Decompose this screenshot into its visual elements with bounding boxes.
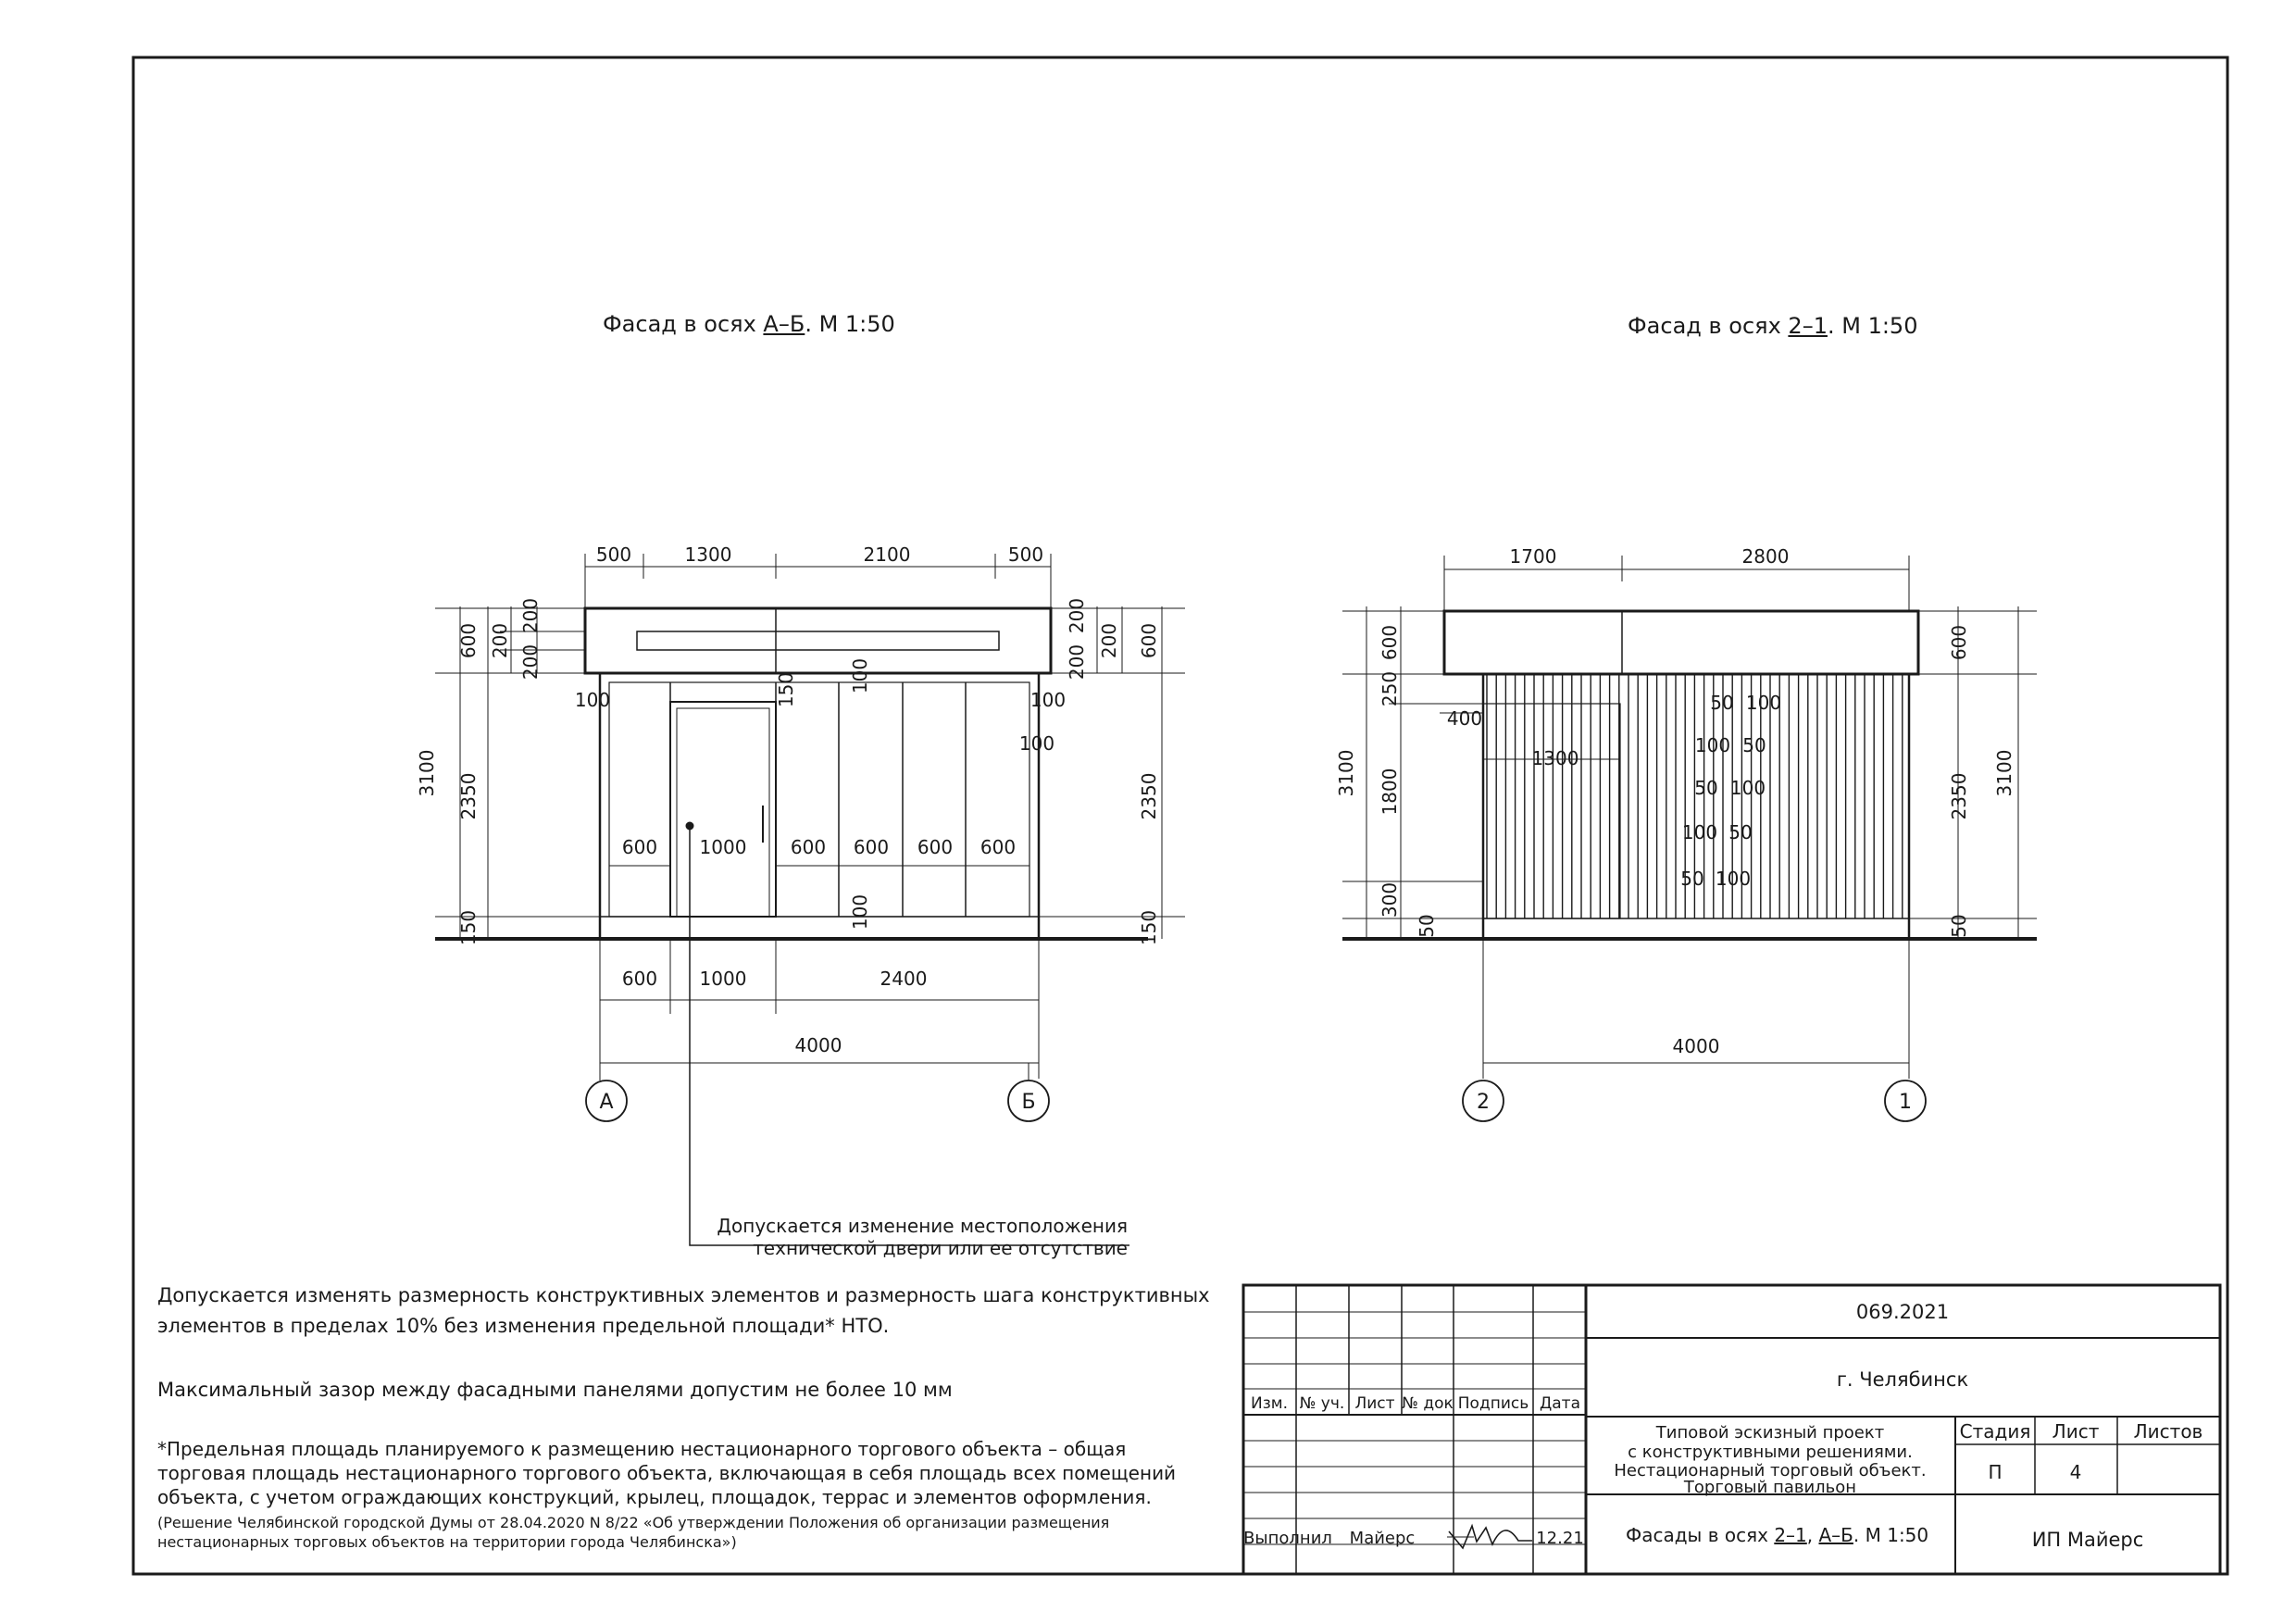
dim-right-canopy: 600: [1138, 622, 1160, 659]
note-tolerance-line2: элементов в пределах 10% без изменения предельной площади* НТО.: [157, 1315, 890, 1337]
dim-right-a: 200: [1066, 597, 1088, 634]
dim-left-50: 50: [1416, 914, 1438, 938]
axis-1-label: 1: [1899, 1091, 1912, 1114]
dim-inner-1: 100: [574, 689, 611, 711]
note-decision-line1: (Решение Челябинской городской Думы от 28.04.2020 N 8/22 «Об утверждении Положения об организации размещения: [157, 1514, 1110, 1531]
panel-dim-4: 600: [853, 836, 890, 858]
dim-right-50: 50: [1948, 914, 1970, 938]
dim-top-2: 1300: [684, 543, 732, 566]
tb-performed-label: Выполнил: [1243, 1529, 1332, 1548]
note-gap-text: Максимальный зазор между фасадными панелями допустим не более 10 мм: [157, 1379, 953, 1401]
facade-2-1-title-axes: 2–1: [1788, 313, 1828, 339]
dim-inner-3: 100: [849, 657, 871, 694]
facade-2-1-title-prefix: Фасад в осях: [1628, 313, 1789, 339]
facade-2-1-title-scale: . М 1:50: [1827, 313, 1918, 339]
dim-inner-6: 100: [849, 893, 871, 931]
dim-right-b: 200: [1098, 622, 1120, 659]
dim-inner-1300: 1300: [1531, 747, 1579, 769]
tb-sheet-title-prefix: Фасады в осях: [1626, 1524, 1775, 1546]
axis-2-label: 2: [1477, 1091, 1490, 1114]
dim-right-2350: 2350: [1948, 772, 1970, 820]
door-callout: [713, 1215, 1128, 1259]
note-decision-line2: нестационарных торговых объектов на территории города Челябинска»): [157, 1533, 737, 1551]
panel-dim-3: 600: [790, 836, 827, 858]
note-area-line3: объекта, с учетом ограждающих конструкций, крылец, площадок, террас и элементов оформления.: [157, 1486, 1152, 1508]
dim-bottom-3: 2400: [880, 968, 928, 990]
dim-left-600: 600: [1379, 624, 1401, 661]
dim-left-canopy-a: 200: [489, 622, 511, 659]
facade-a-b-title-scale: . М 1:50: [805, 311, 895, 337]
tb-sheet-title-sep: ,: [1806, 1524, 1819, 1546]
dim-total-right: 4000: [1672, 1035, 1720, 1057]
panel-dim-1: 600: [621, 836, 658, 858]
tb-project-1: Типовой эскизный проект: [1655, 1423, 1885, 1443]
tb-city: г. Челябинск: [1836, 1368, 1969, 1391]
tb-doc-code: 069.2021: [1855, 1301, 1950, 1323]
slat-dim-5: 50: [1694, 777, 1718, 799]
dim-inner-5: 100: [1018, 732, 1055, 755]
dim-left-canopy-c: 200: [519, 643, 542, 681]
dim-left-canopy: 600: [457, 622, 480, 659]
tb-header-date: Дата: [1539, 1394, 1581, 1413]
note-tolerance-line1: Допускается изменять размерность конструктивных элементов и размерность шага конструктивных: [157, 1284, 1210, 1306]
slat-dim-9: 50: [1680, 868, 1704, 890]
panel-dim-2: 1000: [699, 836, 747, 858]
tb-sheet-label: Лист: [2052, 1420, 2100, 1443]
panel-dim-5: 600: [917, 836, 954, 858]
dim-left-total: 3100: [416, 749, 438, 797]
tb-header-izm: Изм.: [1251, 1394, 1288, 1413]
facade-a-b-title: [603, 311, 895, 337]
door-callout-line1: Допускается изменение местоположения: [717, 1215, 1128, 1237]
facade-a-b-title-axes: А–Б: [763, 311, 805, 337]
dim-inner-2: 150: [775, 671, 797, 708]
tb-header-sign: Подпись: [1457, 1394, 1529, 1413]
dim-left-canopy-b: 200: [519, 597, 542, 634]
tb-performer: Майерс: [1349, 1529, 1416, 1548]
note-area: [157, 1437, 1222, 1509]
tb-header-doc: № док: [1402, 1394, 1454, 1413]
sheet-frame: [133, 57, 2227, 1574]
facade-a-b-labels: [416, 543, 1160, 1114]
slat-dim-10: 100: [1715, 868, 1752, 890]
dim-top-2800: 2800: [1741, 545, 1790, 568]
dim-bottom-2: 1000: [699, 968, 747, 990]
dim-top-1: 500: [595, 543, 632, 566]
dim-right-600: 600: [1948, 624, 1970, 661]
note-area-line1: *Предельная площадь планируемого к размещению нестационарного торгового объекта – общая: [157, 1438, 1127, 1460]
dim-inner-400: 400: [1446, 707, 1483, 730]
note-tolerance: [157, 1280, 1210, 1342]
tb-project-2: с конструктивными решениями.: [1628, 1443, 1913, 1462]
dim-left-250: 250: [1379, 670, 1401, 707]
tb-sheets-label: Листов: [2133, 1420, 2203, 1443]
dim-left-3100: 3100: [1335, 749, 1357, 797]
dim-top-1700: 1700: [1509, 545, 1557, 568]
panel-dim-6: 600: [980, 836, 1017, 858]
tb-stage-label: Стадия: [1959, 1420, 2031, 1443]
tb-header-list: Лист: [1354, 1394, 1395, 1413]
tb-sheet-value: 4: [2069, 1461, 2082, 1483]
tb-sheet-title-scale: . М 1:50: [1853, 1524, 1929, 1546]
note-area-line2: торговая площадь нестационарного торгового объекта, включающая в себя площадь всех помещений: [157, 1462, 1177, 1484]
slat-dim-4: 50: [1742, 734, 1766, 756]
dim-right-base: 150: [1138, 909, 1160, 946]
dim-inner-4: 100: [1029, 689, 1067, 711]
tb-org: ИП Майерс: [2031, 1529, 2144, 1551]
dim-top-4: 500: [1007, 543, 1044, 566]
dim-left-1800: 1800: [1379, 768, 1401, 816]
slat-dim-8: 50: [1728, 821, 1753, 843]
facade-a-b-title-prefix: Фасад в осях: [603, 311, 764, 337]
tb-sheet-title-axes2: А–Б: [1818, 1524, 1853, 1546]
tb-stage-value: П: [1988, 1461, 2003, 1483]
tb-date: 12.21: [1536, 1529, 1584, 1548]
tb-project-3: Нестационарный торговый объект.: [1614, 1461, 1927, 1480]
tb-sheet-title-axes1: 2–1: [1774, 1524, 1807, 1546]
dim-bottom-1: 600: [621, 968, 658, 990]
tb-header-num: № уч.: [1299, 1394, 1345, 1413]
axis-b-label: Б: [1021, 1091, 1036, 1114]
axis-a-label: А: [599, 1091, 614, 1114]
tb-sheet-title: [1626, 1524, 1928, 1546]
slat-dim-2: 100: [1745, 692, 1782, 714]
slat-dim-6: 100: [1729, 777, 1766, 799]
dim-left-body: 2350: [457, 772, 480, 820]
tb-project-4: Торговый павильон: [1683, 1478, 1857, 1497]
dim-left-300: 300: [1379, 881, 1401, 918]
slat-dim-1: 50: [1710, 692, 1734, 714]
note-gap: [157, 1375, 953, 1405]
facade-2-1-title: [1628, 313, 1917, 339]
slat-dim-3: 100: [1694, 734, 1731, 756]
dim-right-3100: 3100: [1993, 749, 2015, 797]
door-callout-line2: технической двери или ее отсутствие: [753, 1237, 1128, 1259]
dim-left-base: 150: [457, 909, 480, 946]
dim-right-c: 200: [1066, 643, 1088, 681]
dim-right-body: 2350: [1138, 772, 1160, 820]
dim-total: 4000: [794, 1034, 842, 1056]
dim-top-3: 2100: [863, 543, 911, 566]
slat-dim-7: 100: [1681, 821, 1718, 843]
note-decision: [157, 1513, 1109, 1552]
